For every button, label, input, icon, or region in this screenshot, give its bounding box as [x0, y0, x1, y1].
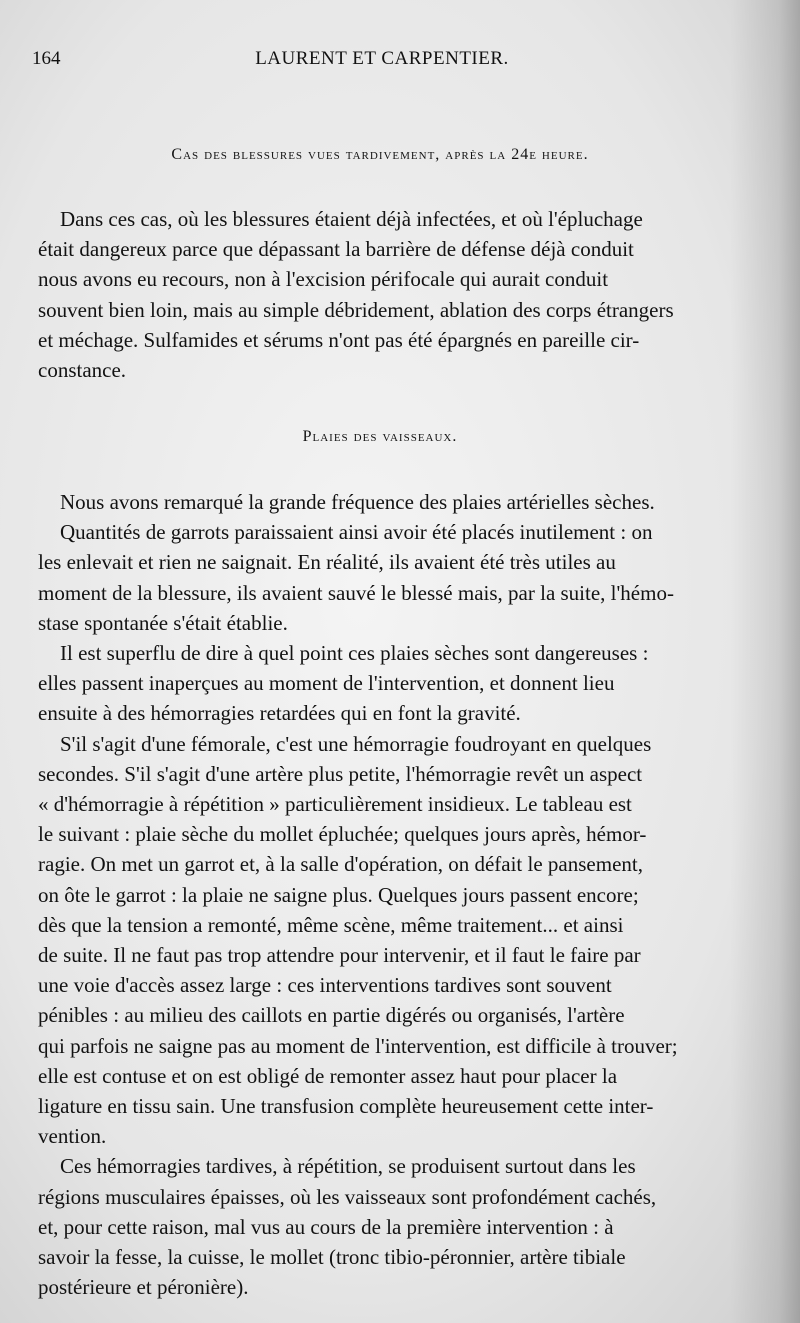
text-line: moment de la blessure, ils avaient sauvé le blessé mais, par la suite, l'hémo- [38, 580, 674, 605]
text-line: elles passent inaperçues au moment de l'intervention, et donnent lieu [38, 671, 615, 696]
text-line: vention. [38, 1124, 107, 1149]
text-line: S'il s'agit d'une fémorale, c'est une hémorragie foudroyant en quelques [60, 731, 652, 756]
section-body-vessels [38, 487, 730, 1302]
text-line: postérieure et péronière). [38, 1275, 249, 1300]
text-line: les enlevait et rien ne saignait. En réalité, ils avaient été très utiles au [38, 550, 616, 575]
text-line: était dangereux parce que dépassant la barrière de défense déjà conduit [38, 237, 634, 262]
text-line: stase spontanée s'était établie. [38, 610, 288, 635]
text-line: ragie. On met un garrot et, à la salle d'opération, on défait le pansement, [38, 852, 643, 877]
text-line: une voie d'accès assez large : ces interventions tardives sont souvent [38, 973, 612, 998]
text-line: qui parfois ne saigne pas au moment de l'intervention, est difficile à trouver; [38, 1033, 678, 1058]
text-line: constance. [38, 358, 127, 383]
text-line: savoir la fesse, la cuisse, le mollet (tronc tibio-péronnier, artère tibiale [38, 1245, 626, 1270]
text-line: dès que la tension a remonté, même scène, même traitement... et ainsi [38, 912, 624, 937]
text-line: pénibles : au milieu des caillots en partie digérés ou organisés, l'artère [38, 1003, 625, 1028]
text-line: souvent bien loin, mais au simple débridement, ablation des corps étrangers [38, 297, 674, 322]
text-line: Quantités de garrots paraissaient ainsi avoir été placés inutilement : on [60, 520, 653, 545]
text-line: nous avons eu recours, non à l'excision périfocale qui aurait conduit [38, 267, 609, 292]
text-line: « d'hémorragie à répétition » particulièrement insidieux. Le tableau est [38, 792, 632, 817]
text-line: elle est contuse et on est obligé de remonter assez haut pour placer la [38, 1063, 618, 1088]
running-title: LAURENT ET CARPENTIER. [255, 48, 509, 69]
section-heading-vessels: Plaies des vaisseaux. [302, 428, 458, 445]
text-line: Dans ces cas, où les blessures étaient déjà infectées, et où l'épluchage [60, 207, 643, 231]
text-line: secondes. S'il s'agit d'une artère plus petite, l'hémorragie revêt un aspect [38, 761, 643, 786]
paragraph-late-wounds [38, 204, 730, 385]
text-line: Il est superflu de dire à quel point ces plaies sèches sont dangereuses : [60, 641, 649, 666]
text-line: Ces hémorragies tardives, à répétition, se produisent surtout dans les [60, 1154, 636, 1179]
section-heading-late-wounds: Cas des blessures vues tardivement, après la 24e heure. [171, 146, 589, 163]
page-number: 164 [32, 48, 61, 69]
page-edge-shadow [730, 0, 800, 1323]
text-line: ligature en tissu sain. Une transfusion complète heureusement cette inter- [38, 1094, 654, 1119]
text-line: on ôte le garrot : la plaie ne saigne plus. Quelques jours passent encore; [38, 882, 639, 907]
text-line: ensuite à des hémorragies retardées qui en font la gravité. [38, 701, 521, 726]
text-line: et méchage. Sulfamides et sérums n'ont pas été épargnés en pareille cir- [38, 327, 640, 352]
text-line: de suite. Il ne faut pas trop attendre pour intervenir, et il faut le faire par [38, 943, 641, 968]
text-line: le suivant : plaie sèche du mollet épluchée; quelques jours après, hémor- [38, 822, 647, 847]
text-line: et, pour cette raison, mal vus au cours de la première intervention : à [38, 1214, 614, 1239]
text-line: régions musculaires épaisses, où les vaisseaux sont profondément cachés, [38, 1184, 657, 1209]
text-line: Nous avons remarqué la grande fréquence des plaies artérielles sèches. [60, 490, 655, 514]
page-header [32, 48, 732, 78]
